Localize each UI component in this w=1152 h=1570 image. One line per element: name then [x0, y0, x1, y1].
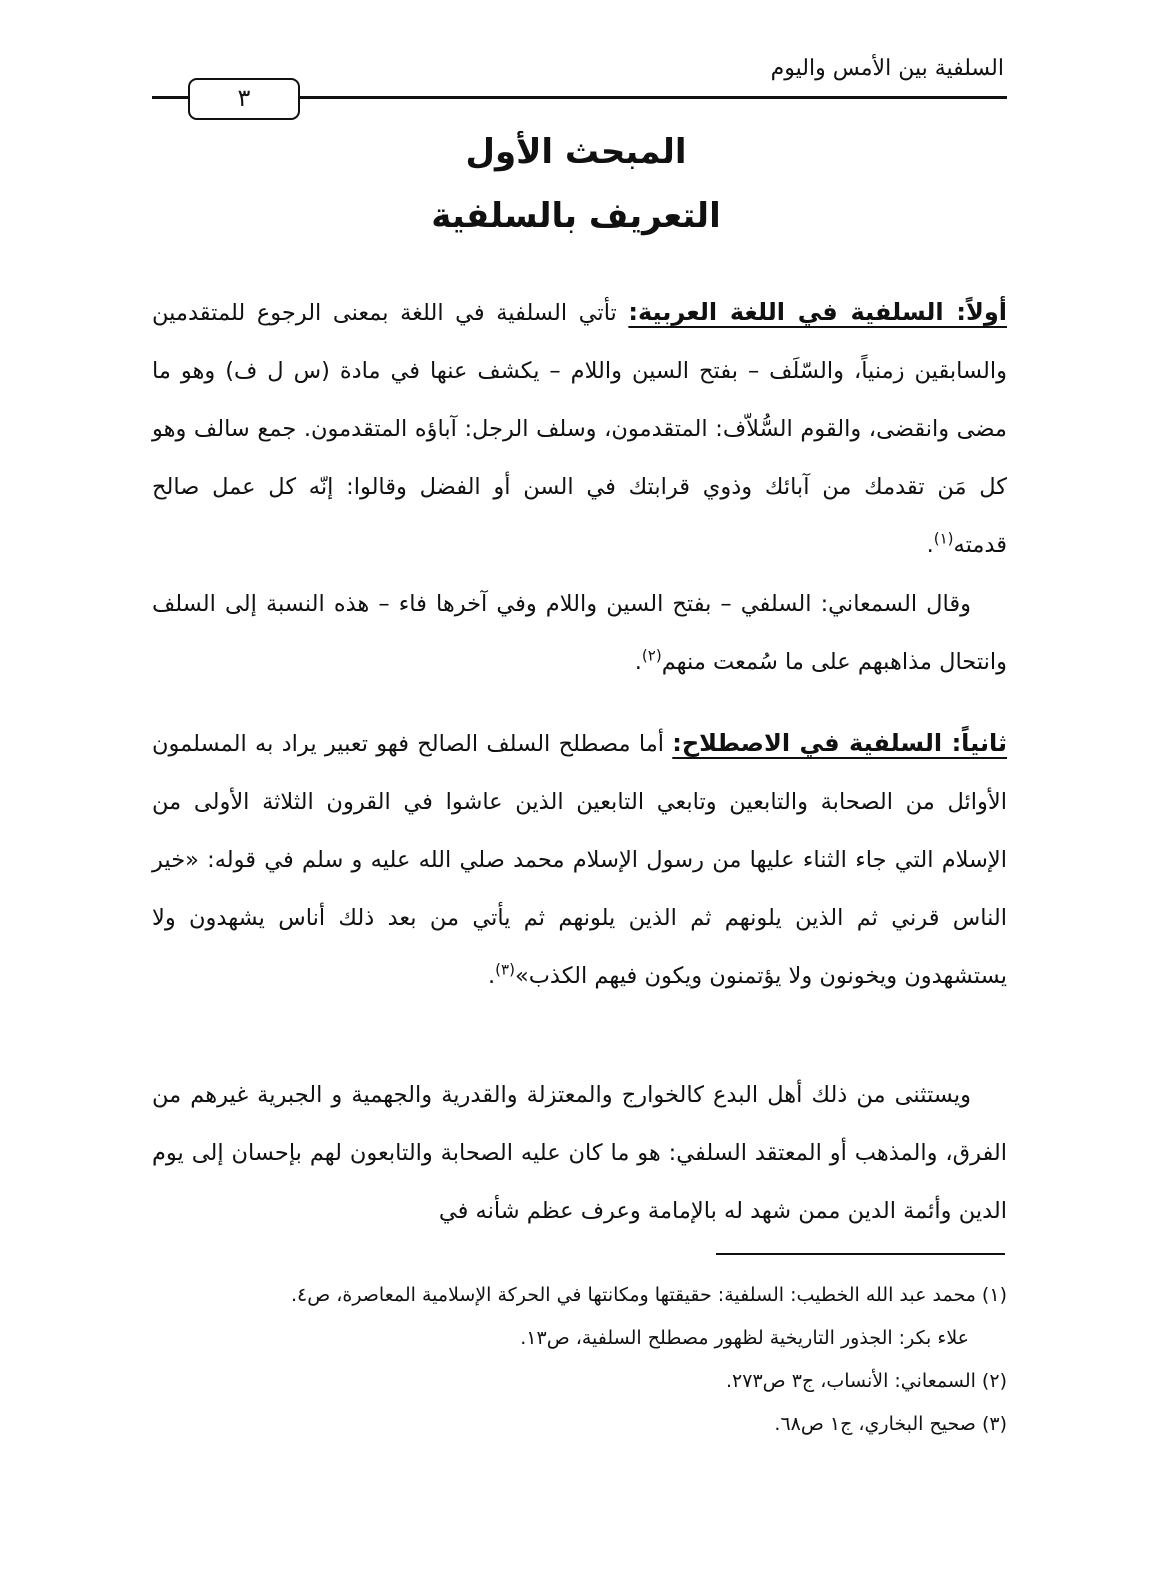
paragraph-lead-heading: أولاً: السلفية في اللغة العربية: [628, 298, 1007, 326]
footnote-ref-1[interactable]: (١) [933, 529, 954, 548]
paragraph-text: وقال السمعاني: السلفي – بفتح السين واللام وفي آخرها فاء – هذه النسبة إلى السلف وانتحال مذاهبهم على ما سُمعت منهم [152, 591, 1007, 675]
chapter-title: المبحث الأول [465, 132, 687, 172]
page-number: ٣ [188, 78, 300, 120]
paragraph-text: أما مصطلح السلف الصالح فهو تعبير يراد به المسلمون الأوائل من الصحابة والتابعين وتابعي التابعين الذين عاشوا في القرون الثلاثة الأولى من الإسلام التي جاء الثناء عليها من رسول الإسلام محمد صلي الله عليه و سلم في قوله: «خير الناس قرني ثم الذين يلونهم ثم الذين يلونهم ثم يأتي من بعد ذلك أناس يشهدون ولا يستشهدون ويخونون ولا يؤتمنون ويكون فيهم الكذب» [152, 731, 1007, 989]
paragraph-lead-heading: ثانياً: السلفية في الاصطلاح: [672, 729, 1008, 757]
paragraph-period: . [634, 649, 642, 675]
paragraph-period: . [488, 963, 496, 989]
paragraph-period: . [926, 532, 934, 558]
footnote-separator [716, 1253, 1005, 1255]
footnote-ref-3[interactable]: (٣) [495, 960, 515, 979]
paragraph-samani-quote [152, 575, 1007, 691]
footnote-1: (١) محمد عبد الله الخطيب: السلفية: حقيقتها ومكانتها في الحركة الإسلامية المعاصرة، ص٤. [290, 1284, 1007, 1306]
paragraph-linguistic-definition [152, 283, 1007, 574]
paragraph-text: تأتي السلفية في اللغة بمعنى الرجوع للمتقدمين والسابقين زمنياً، والسّلَف – بفتح السين واللام – يكشف عنها في مادة (س ل ف) وهو ما مضى وانقضى، والقوم السُّلاّف: المتقدمون، وسلف الرجل: آباؤه المتقدمون. جمع سالف وهو كل مَن تقدمك من آبائك وذوي قرابتك في السن أو الفضل وقالوا: إنّه كل عمل صالح قدمته [152, 300, 1007, 558]
paragraph-text: ويستثنى من ذلك أهل البدع كالخوارج والمعتزلة والقدرية والجهمية و الجبرية غيرهم من الفرق، والمذهب أو المعتقد السلفي: هو ما كان عليه الصحابة والتابعون لهم بإحسان إلى يوم الدين وأئمة الدين ممن شهد له بالإمامة وعرف عظم شأنه في [152, 1082, 1007, 1224]
footnote-1-continuation: علاء بكر: الجذور التاريخية لظهور مصطلح السلفية، ص١٣. [520, 1327, 969, 1349]
paragraph-exclusions [152, 1066, 1007, 1240]
running-header-title: السلفية بين الأمس واليوم [770, 56, 1004, 81]
footnote-2: (٢) السمعاني: الأنساب، ج٣ ص٢٧٣. [726, 1370, 1007, 1392]
footnote-ref-2[interactable]: (٢) [641, 646, 662, 665]
paragraph-technical-definition [152, 714, 1007, 1005]
footnotes [152, 1274, 1007, 1446]
section-title: التعريف بالسلفية [431, 196, 721, 236]
footnote-3: (٣) صحيح البخاري، ج١ ص٦٨. [774, 1413, 1007, 1435]
